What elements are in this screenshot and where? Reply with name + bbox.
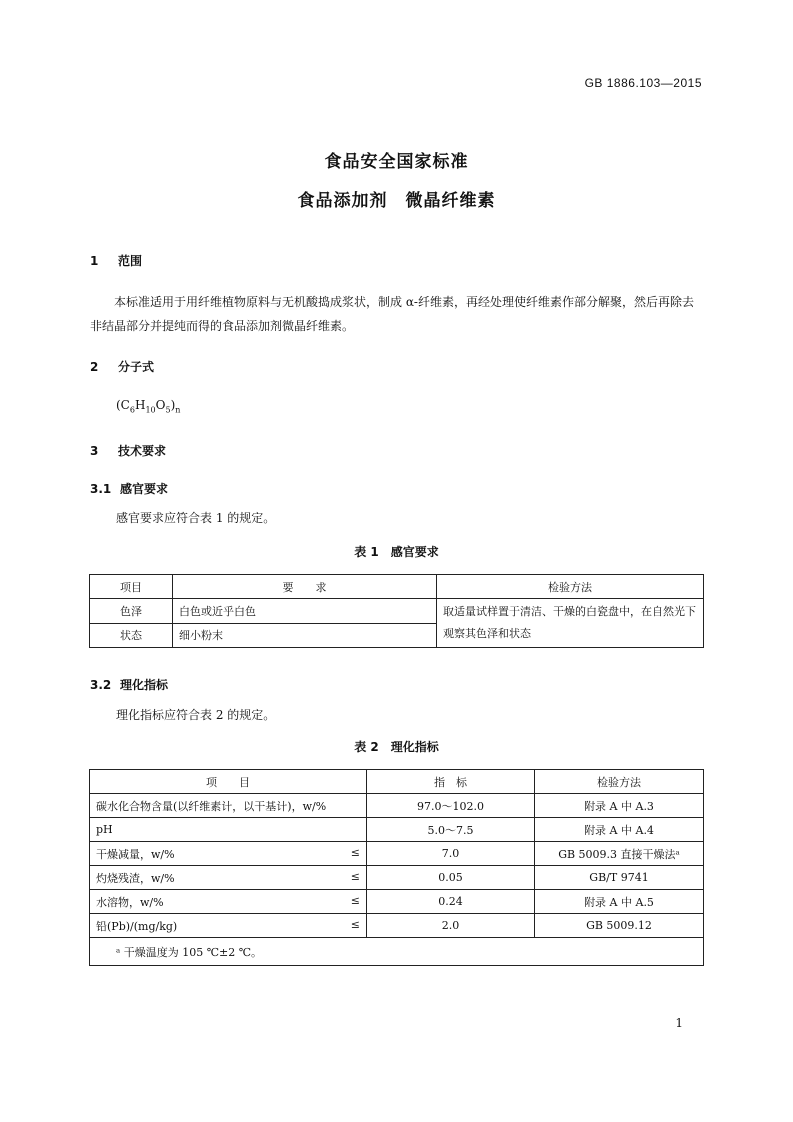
- header-cell: 检验方法: [437, 575, 704, 599]
- section-title: 理化指标: [120, 678, 169, 692]
- method-cell: 附录 A 中 A.3: [535, 794, 704, 818]
- le-symbol: ≤: [350, 893, 360, 907]
- physchem-table: [89, 769, 704, 966]
- table-2-caption: 表 2 理化指标: [354, 740, 439, 754]
- value-cell: 0.24: [367, 890, 535, 914]
- method-cell: GB 5009.12: [535, 914, 704, 938]
- table-1-caption: 表 1 感官要求: [354, 545, 439, 559]
- value-cell: 0.05: [367, 866, 535, 890]
- table-row: [90, 914, 704, 938]
- molecular-formula: $(C_6H_{10}O_5)_n$: [116, 398, 181, 415]
- table-row: [90, 890, 704, 914]
- item-cell: 色泽: [90, 599, 173, 624]
- section-1-heading: [90, 252, 142, 269]
- method-cell: 附录 A 中 A.4: [535, 818, 704, 842]
- sensory-table: [89, 574, 704, 648]
- table-row: [90, 794, 704, 818]
- item-cell: 碳水化合物含量(以纤维素计，以干基计)，w/%: [90, 794, 367, 818]
- item-cell: pH: [90, 818, 367, 842]
- section-number: 3: [90, 444, 99, 458]
- section-number: 1: [90, 254, 99, 268]
- method-cell: GB 5009.3 直接干燥法ᵃ: [535, 842, 704, 866]
- document-subtitle: 食品添加剂 微晶纤维素: [297, 191, 496, 211]
- item-cell: 铅(Pb)/(mg/kg) ≤: [90, 914, 367, 938]
- le-symbol: ≤: [350, 845, 360, 859]
- section-3-heading: [90, 442, 166, 459]
- table-row: [90, 866, 704, 890]
- le-symbol: ≤: [350, 869, 360, 883]
- standard-code: GB 1886.103—2015: [584, 76, 702, 90]
- table-header-row: [90, 770, 704, 794]
- item-cell: 水溶物，w/% ≤: [90, 890, 367, 914]
- value-cell: 2.0: [367, 914, 535, 938]
- physchem-paragraph: 理化指标应符合表 2 的规定。: [116, 708, 276, 722]
- value-cell: 7.0: [367, 842, 535, 866]
- section-number: 3.1: [90, 482, 112, 496]
- value-cell: 97.0～102.0: [367, 794, 535, 818]
- header-cell: 指 标: [367, 770, 535, 794]
- method-cell: GB/T 9741: [535, 866, 704, 890]
- section-3-2-heading: [90, 676, 168, 693]
- item-cell: 状态: [90, 623, 173, 648]
- section-title: 分子式: [118, 360, 155, 374]
- section-3-1-heading: [90, 480, 168, 497]
- table-row: [90, 842, 704, 866]
- scope-paragraph: 本标准适用于用纤维植物原料与无机酸捣成浆状，制成 α-纤维素，再经处理使纤维素作部分解聚，然后再除去非结晶部分并提纯而得的食品添加剂微晶纤维素。: [90, 295, 694, 333]
- table-row: [90, 818, 704, 842]
- table-header-row: [90, 575, 704, 599]
- value-cell: 5.0～7.5: [367, 818, 535, 842]
- section-number: 3.2: [90, 678, 112, 692]
- item-cell: 干燥减量，w/% ≤: [90, 842, 367, 866]
- header-cell: 检验方法: [535, 770, 704, 794]
- table-footnote: ᵃ 干燥温度为 105 ℃±2 ℃。: [90, 938, 704, 966]
- sensory-paragraph: 感官要求应符合表 1 的规定。: [116, 511, 276, 525]
- method-cell: 附录 A 中 A.5: [535, 890, 704, 914]
- header-cell: 要 求: [173, 575, 437, 599]
- requirement-cell: 细小粉末: [173, 623, 437, 648]
- requirement-cell: 白色或近乎白色: [173, 599, 437, 624]
- section-title: 感官要求: [120, 482, 169, 496]
- le-symbol: ≤: [350, 917, 360, 931]
- section-title: 范围: [118, 254, 143, 268]
- table-footnote-row: [90, 938, 704, 966]
- header-cell: 项 目: [90, 770, 367, 794]
- method-cell: 取适量试样置于清洁、干燥的白瓷盘中，在自然光下观察其色泽和状态: [437, 599, 704, 648]
- section-2-heading: [90, 358, 154, 375]
- section-number: 2: [90, 360, 99, 374]
- section-title: 技术要求: [118, 444, 167, 458]
- page-number: 1: [675, 1016, 683, 1030]
- table-row: [90, 599, 704, 624]
- header-cell: 项目: [90, 575, 173, 599]
- item-cell: 灼烧残渣，w/% ≤: [90, 866, 367, 890]
- document-title: 食品安全国家标准: [324, 152, 469, 172]
